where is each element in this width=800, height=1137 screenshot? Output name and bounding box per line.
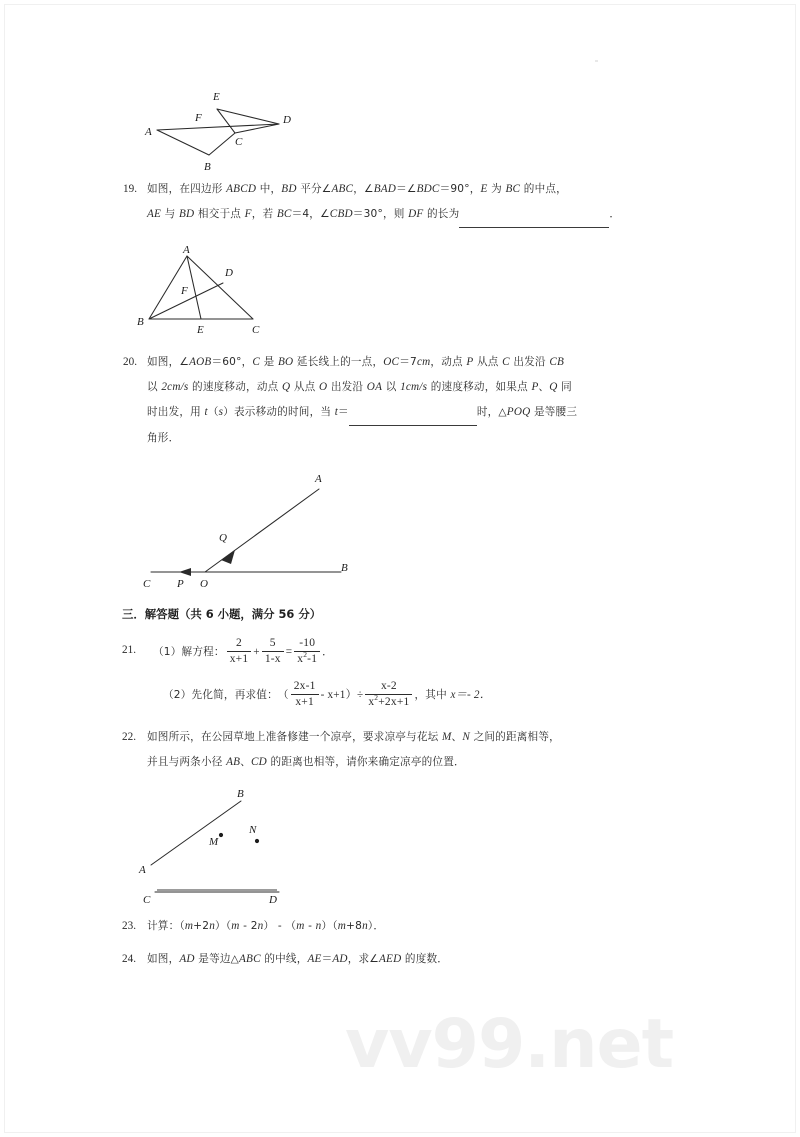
section-heading: 三．解答题（共 6 小题，满分 56 分） [122,607,322,621]
text-run: 以 [147,381,162,393]
question-23-number [122,914,136,939]
q21-eq2-comma: ，其中 [414,688,451,701]
math-variable: AOB [189,356,212,368]
page-content [5,5,797,1134]
question-20-body [147,350,692,451]
question-24-body [147,947,692,972]
text-run: ） - （ [263,920,297,932]
text-line [147,375,692,400]
text-run: 相交于点 [194,208,245,220]
text-run: 如图所示，在公园草地上准备修建一个凉亭，要求凉亭与花坛 [147,731,442,743]
figure-quadrilateral-abcd [131,77,311,172]
text-run: ． [609,208,621,220]
text-run: 的中线， [260,953,308,965]
text-run: ）． [367,920,385,932]
answer-blank[interactable] [459,202,609,228]
math-variable: cm [416,356,431,368]
q21-equation-1 [225,638,333,667]
math-variable: Q [549,381,558,393]
figure-paths-and-flowerbeds [133,783,293,903]
den-x-squared-minus-1: $x^2-1$ [297,650,318,665]
scanned-page [4,4,796,1133]
figure-label-M: M [209,836,219,848]
math-variable: DF [408,208,424,220]
question-22-number [122,725,136,750]
text-run: ＝∠ [396,183,417,195]
figure-label-A: A [183,244,190,256]
math-variable: BDC [416,183,440,195]
q21-eq2-mid: - x+1） [320,688,357,701]
figure-label-C: C [235,136,243,148]
figure-label-F: F [195,112,202,124]
math-variable: s [218,406,224,418]
text-run: ，若 [251,208,277,220]
text-run: （ [207,406,219,418]
question-23-body [147,914,692,939]
question-19-body [147,177,687,228]
text-run: ＝ [321,953,333,965]
math-variable: AED [379,953,402,965]
text-run: 延长线上的一点， [293,356,384,368]
math-variable: ABC [239,953,261,965]
math-variable: BD [281,183,297,195]
text-run: 角形． [147,432,180,444]
text-run: ，∠ [353,183,374,195]
text-run: 之间的距离相等， [470,731,560,743]
text-run: 、 [451,731,463,743]
text-run: 平分∠ [296,183,332,195]
q21-part1-prefix: （1）解方程： [153,645,225,658]
figure-label-A: A [139,864,146,876]
math-variable: m [184,920,194,932]
text-run: 是等腰三 [530,406,578,418]
math-variable: C [252,356,261,368]
figure-label-P: P [177,578,184,590]
math-variable: t [204,406,208,418]
math-variable: CBD [329,208,353,220]
figure-label-A: A [145,126,152,138]
math-variable: m [231,920,240,932]
figure-triangle-abc-median [135,243,305,335]
text-run: ）（ [321,920,338,932]
figure-label-Q: Q [219,532,227,544]
math-variable: AE [147,208,162,220]
fraction-x-minus-2-over-x2-plus-2x-plus-1: $\frac{x-2}{x^2+2x+1}$ [365,680,412,709]
figure-label-C: C [143,894,151,903]
math-variable: AD [179,953,195,965]
math-variable: E [480,183,488,195]
math-variable: m [296,920,305,932]
figure-label-E: E [197,324,204,335]
math-variable: t [334,406,339,418]
text-line [147,914,692,939]
text-run: 从点 [473,356,503,368]
text-run: 是 [260,356,279,368]
text-run: ，求∠ [347,953,379,965]
text-run: 的距离也相等，请你来确定凉亭的位置． [266,756,465,768]
math-variable: N [462,731,470,743]
figure-label-E: E [213,91,220,103]
q20-number-text: 20. [123,356,137,368]
math-variable: M [442,731,452,743]
math-variable: OA [366,381,383,393]
point-M-dot [219,833,223,837]
question-21-part1 [153,638,693,667]
text-line [147,400,692,426]
figure-angle-aob [143,467,363,592]
text-run: ＝90°， [439,183,481,195]
text-run: ＝7 [399,356,417,368]
math-variable: AD [332,953,348,965]
text-run: 出发沿 [327,381,367,393]
math-variable: BD [179,208,195,220]
text-line [147,426,692,451]
text-line [147,202,687,228]
text-run: ＝ [338,406,349,418]
text-run: 的速度移动，动点 [188,381,282,393]
q21-equation-2 [278,681,491,710]
math-variable: BC [505,183,521,195]
math-variable: ABCD [226,183,257,195]
text-run: 与 [161,208,180,220]
text-run: 并且与两条小径 [147,756,227,768]
figure-label-B: B [237,788,244,800]
text-run: 同 [557,381,572,393]
text-run: 时出发，用 [147,406,205,418]
q21-eq2-x-value: x＝- 2． [450,688,492,701]
text-line [147,177,687,202]
question-21-number [122,638,136,663]
fraction-2x-minus-1-over-x-plus-1: $\frac{2x-1}{x+1}$ [291,680,319,709]
text-run: 以 [382,381,401,393]
math-variable: O [318,381,328,393]
math-variable: n [209,920,215,932]
figure-label-D: D [225,267,233,279]
question-19-number [123,177,137,202]
text-run: 从点 [290,381,319,393]
math-variable: 2cm/s [161,381,189,393]
math-variable: F [244,208,252,220]
text-run: 计算：（ [147,920,185,932]
fraction-5-over-1-minus-x: $\frac{5}{1-x}$ [262,637,284,666]
q21-eq2-divide: ÷ [357,688,364,701]
text-run: ，动点 [430,356,467,368]
text-run: ）表示移动的时间，当 [223,406,335,418]
math-variable: AB [226,756,241,768]
math-variable: POQ [506,406,531,418]
text-run: 出发沿 [509,356,550,368]
site-watermark: vv99.net [345,1005,674,1084]
q21-op-equals: = [285,645,293,658]
q21-eq2-open-paren: （ [277,688,289,701]
q22-number-text: 22. [122,731,136,743]
fraction-neg10-over-x2-minus-1: $\frac{-10}{x^2-1}$ [294,637,320,666]
figure-label-F: F [181,285,188,297]
figure-label-B: B [137,316,144,328]
q21-op-plus: + [253,645,260,658]
figure-label-D: D [283,114,291,126]
math-variable: Q [281,381,291,393]
text-run: +8 [346,920,363,932]
figure-label-A: A [315,473,322,485]
text-run: 、 [240,756,251,768]
text-run: 的中点， [520,183,567,195]
q23-number-text: 23. [122,920,136,932]
math-variable: AE [307,953,322,965]
den-x-squared-plus-2x-plus-1: $x^2+2x+1$ [368,693,410,708]
text-line [147,725,692,750]
text-run: 是等边△ [194,953,240,965]
text-run: - 2 [239,920,258,932]
fraction-2-over-x-plus-1: $\frac{2}{x+1}$ [227,637,252,666]
math-variable: m [337,920,347,932]
figure-label-B: B [341,562,348,574]
answer-blank[interactable] [349,400,477,426]
figure-label-N: N [249,824,257,836]
figure-label-B: B [204,161,211,172]
math-variable: BC [276,208,292,220]
question-22-body [147,725,692,775]
scan-speck [595,60,598,62]
q21-part2-prefix: （2）先化简，再求值： [163,688,278,701]
text-run: ＝4，∠ [291,208,330,220]
math-variable: 1cm/s [400,381,428,393]
math-variable: n [362,920,368,932]
text-run: 为 [487,183,506,195]
question-24-number [122,947,136,972]
math-variable: P [531,381,539,393]
text-run: 的速度移动，如果点 [427,381,532,393]
figure-label-O: O [200,578,208,590]
q24-number-text: 24. [122,953,136,965]
math-variable: P [466,356,474,368]
text-line [147,750,692,775]
figure-label-D: D [269,894,277,903]
math-variable: ABC [331,183,354,195]
math-variable: n [257,920,264,932]
math-variable: C [502,356,510,368]
math-variable: CB [549,356,565,368]
text-run: ＝30°，则 [352,208,409,220]
text-run: ＝60°， [211,356,253,368]
text-run: 、 [538,381,550,393]
text-run: 时，△ [476,406,507,418]
text-run: 的度数． [401,953,449,965]
text-run: 中， [256,183,282,195]
math-variable: CD [251,756,267,768]
math-variable: BO [278,356,294,368]
q19-number-text: 19. [123,183,137,195]
text-run: 如图， [147,953,180,965]
text-run: +2 [193,920,210,932]
text-line [147,947,692,972]
question-21-part2 [163,681,703,710]
math-variable: OC [383,356,400,368]
text-run: ）（ [214,920,232,932]
text-run: 如图，在四边形 [147,183,227,195]
math-variable: n [315,920,322,932]
question-20-number [123,350,137,375]
math-variable: BAD [373,183,397,195]
text-run: 的长为 [423,208,460,220]
text-run: - [304,920,316,932]
point-N-dot [255,839,259,843]
text-line [147,350,692,375]
text-run: 如图，∠ [147,356,190,368]
figure-label-C: C [143,578,151,590]
q21-number-text: 21. [122,644,136,656]
figure-label-C: C [252,324,260,335]
q21-eq1-period: ． [322,645,333,658]
